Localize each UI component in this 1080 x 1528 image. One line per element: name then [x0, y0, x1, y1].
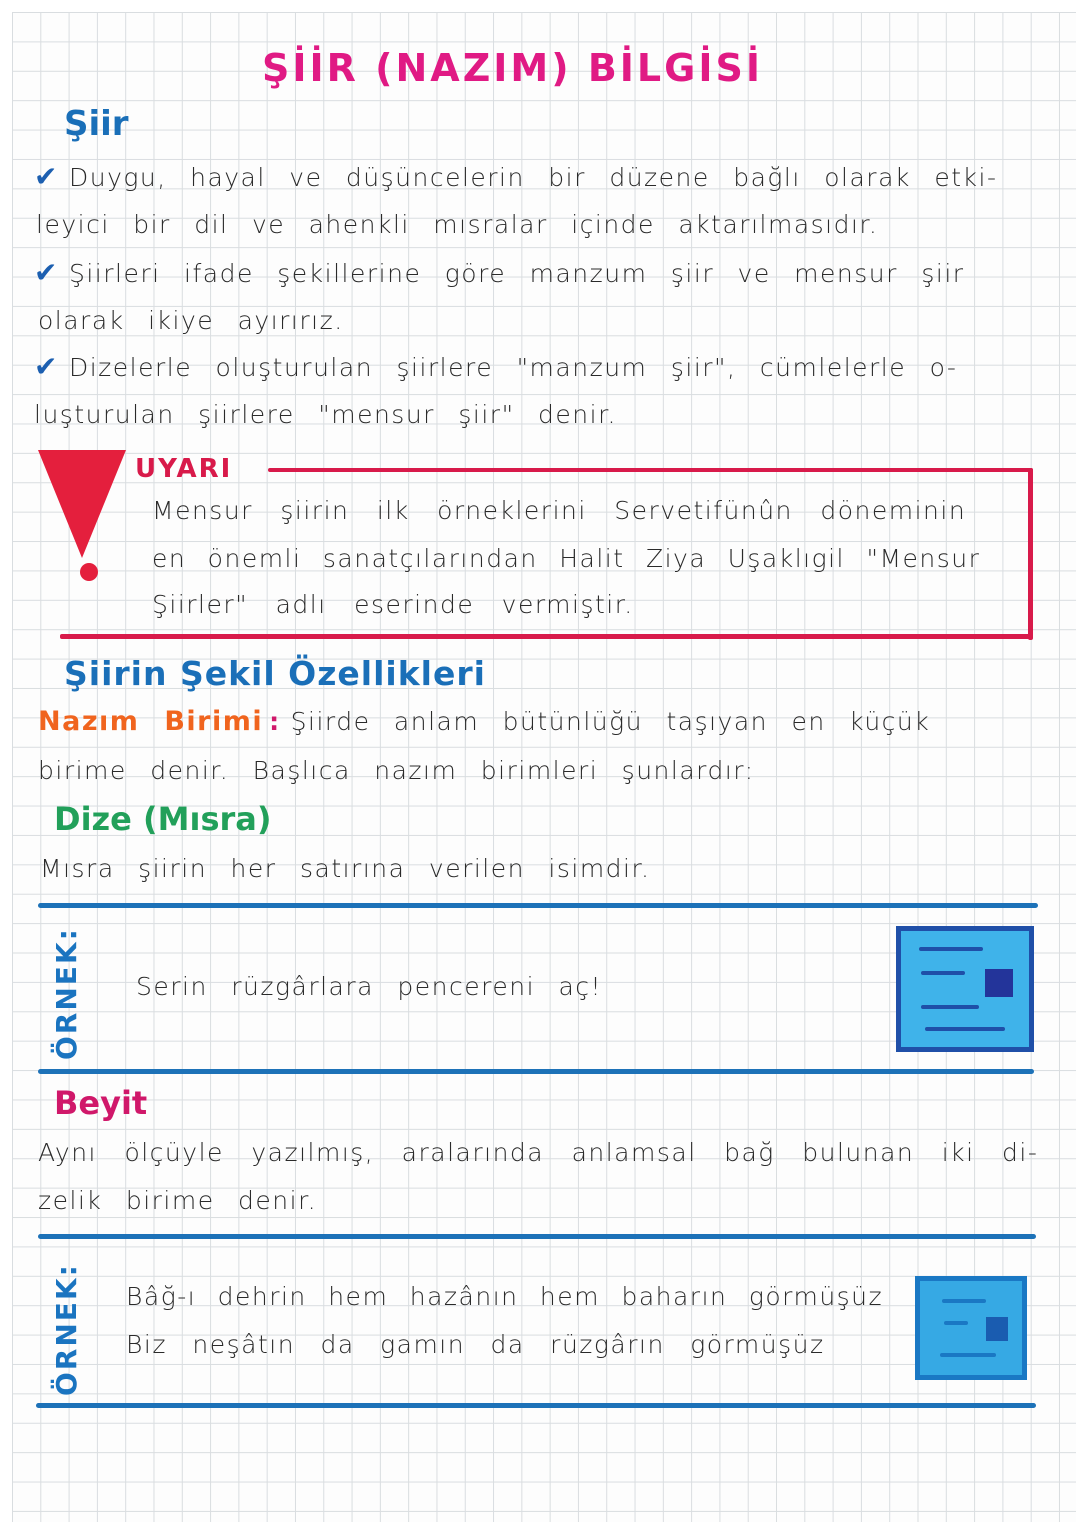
page-title: ŞİİR (NAZIM) BİLGİSİ: [262, 46, 763, 90]
beyit-line-1: Aynı ölçüyle yazılmış, aralarında anlamsal bağ bulunan iki di-: [38, 1138, 1039, 1167]
check-icon: ✔: [34, 256, 59, 289]
warning-label: UYARI: [135, 454, 233, 484]
warning-line-2: en önemli sanatçılarından Halit Ziya Uşaklıgil "Mensur: [152, 544, 981, 573]
section-heading-siir: Şiir: [64, 104, 129, 144]
nazim-birimi-colon: :: [269, 707, 281, 736]
warning-box-border-bottom: [60, 634, 1033, 639]
check-icon: ✔: [34, 160, 59, 193]
nazim-birimi-term: Nazım Birimi: [38, 706, 264, 737]
dize-definition: Mısra şiirin her satırına verilen isimdir.: [40, 854, 651, 883]
example-1-rule-top: [38, 903, 1038, 908]
picture-card-icon: [915, 1276, 1027, 1380]
subheading-beyit: Beyit: [54, 1084, 148, 1122]
subheading-dize: Dize (Mısra): [54, 800, 272, 838]
example-2-rule-top: [38, 1234, 1036, 1239]
warning-exclamation-icon: [38, 450, 126, 558]
example-1-label: ÖRNEK:: [50, 927, 83, 1060]
bullet-2-line-1: ✔ Şiirleri ifade şekillerine göre manzum şiir ve mensur şiir: [34, 256, 965, 289]
example-2-line-1: Bâğ-ı dehrin hem hazânın hem baharın görmüşüz: [126, 1282, 884, 1311]
nazim-birimi-line-1: Nazım Birimi : Şiirde anlam bütünlüğü taşıyan en küçük: [38, 706, 931, 737]
warning-line-3: Şiirler" adlı eserinde vermiştir.: [152, 590, 634, 619]
example-2-label: ÖRNEK:: [50, 1263, 83, 1396]
warning-box-border-right: [1028, 468, 1033, 640]
bullet-1-line-1: ✔ Duygu, hayal ve düşüncelerin bir düzene bağlı olarak etki-: [34, 160, 998, 193]
warning-exclamation-dot: [80, 563, 98, 581]
bullet-3-line-1: ✔ Dizelerle oluşturulan şiirlere "manzum şiir", cümlelerle o-: [34, 350, 958, 383]
example-2-line-2: Biz neşâtın da gamın da rüzgârın görmüşüz: [126, 1330, 825, 1359]
example-2-rule-bottom: [36, 1403, 1036, 1408]
bullet-3-line-2: luşturulan şiirlere "mensur şiir" denir.: [34, 400, 618, 429]
example-1-line-1: Serin rüzgârlara pencereni aç!: [136, 972, 603, 1001]
beyit-line-2: zelik birime denir.: [38, 1186, 318, 1215]
bullet-1-line-2: leyici bir dil ve ahenkli mısralar içinde aktarılmasıdır.: [36, 210, 879, 239]
example-1-rule-bottom: [38, 1069, 1034, 1074]
bullet-2-line-2: olarak ikiye ayırırız.: [38, 306, 344, 335]
section-heading-sekil-ozellikleri: Şiirin Şekil Özellikleri: [64, 654, 486, 693]
nazim-birimi-line-2: birime denir. Başlıca nazım birimleri şunlardır:: [38, 756, 755, 785]
check-icon: ✔: [34, 350, 59, 383]
warning-line-1: Mensur şiirin ilk örneklerini Servetifünûn döneminin: [152, 496, 967, 525]
warning-box-border-top: [268, 468, 1033, 472]
picture-card-icon: [896, 926, 1034, 1052]
